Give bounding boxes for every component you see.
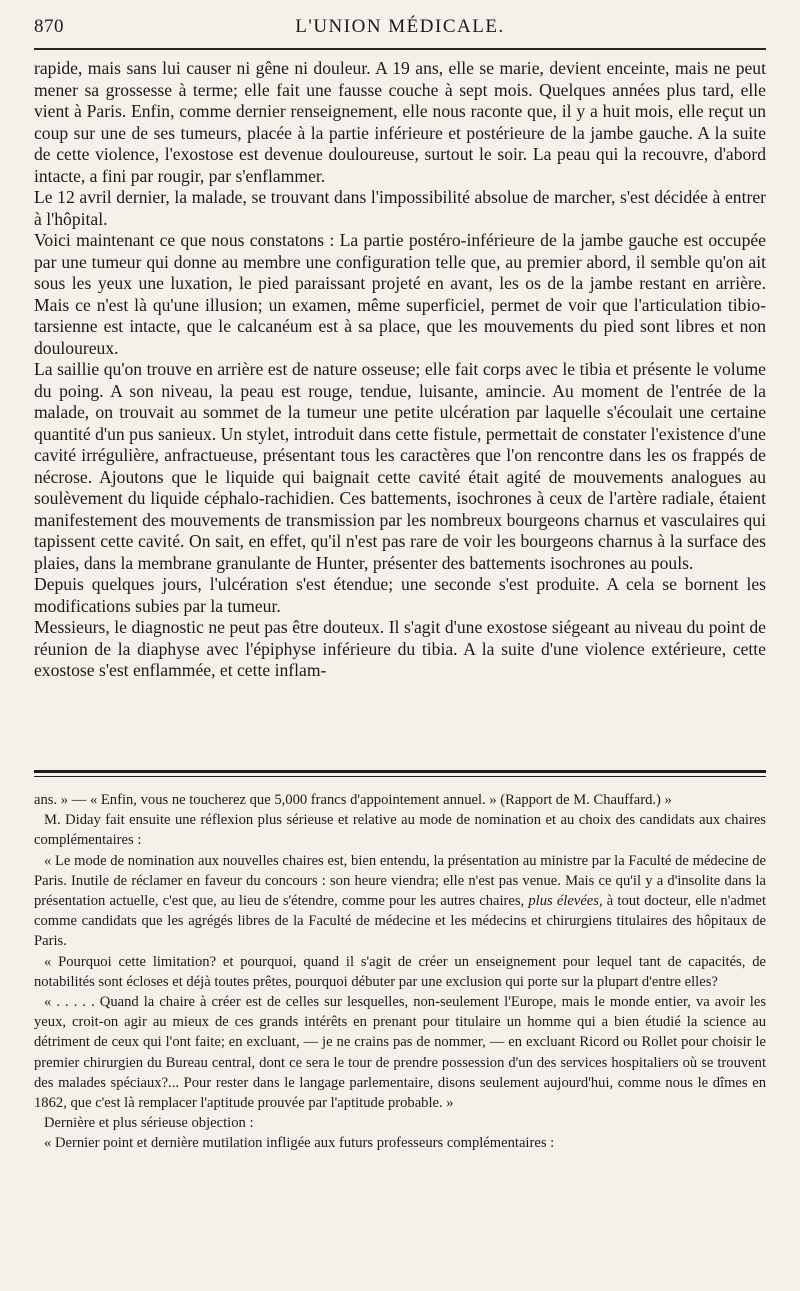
quote-text: « Le mode de nomination aux nouvelles chaires est, bien entendu, la présentation au ministre par la Faculté de médecine de Paris. Inutile de réclamer en faveur du concours : son heure viendra; elle n'est pas venue. Mais ce qu'il y a d'insolite dans la présentation actuelle, c'est que, au lieu de s'étendre, comme pour les autres chaires, (34, 852, 766, 910)
quote-text: à tout docteur, elle n'admet comme candidats que les agrégés libres de la Faculté de médecine et les médecins et chirurgiens titulaires des hôpitaux de Paris. (34, 893, 767, 950)
feuilleton-paragraph: ans. » — « Enfin, vous ne toucherez que 5,000 francs d'appointement annuel. » (Rapport de M. Chauffard.) » (34, 792, 672, 808)
paragraph: Voici maintenant ce que nous constatons : La partie postéro-inférieure de la jambe gauche est occupée par une tumeur qui donne au membre une configuration telle que, au premier abord, il semble qu'on ait sous les yeux une luxation, le pied paraissant projeté en avant, les os de la jambe restant en arrière. Mais ce n'est là qu'une illusion; un examen, même superficiel, permet de voir que l'articulation tibio-tarsienne est intacte, que le calcanéum est à sa place, que les mouvements du pied sont libres et non douloureux. (34, 230, 766, 358)
paragraph: rapide, mais sans lui causer ni gêne ni douleur. A 19 ans, elle se marie, devient enceinte, mais ne peut mener sa grossesse à terme; elle fait une fausse couche à sept mois. Quelques années plus tard, elle vient à Paris. Enfin, comme dernier renseignement, elle nous raconte que, il y a huit mois, elle reçut un coup sur une de ses tumeurs, placée à la partie inférieure et postérieure de la jambe gauche. A la suite de cette violence, l'exostose est devenue douloureuse, surtout le soir. La peau qui la recouvre, d'abord intacte, a fini par rougir, par s'enflammer. (34, 58, 766, 186)
header-rule (34, 48, 766, 50)
feuilleton-paragraph: « Dernier point et dernière mutilation infligée aux futurs professeurs complémentaires : (44, 1135, 555, 1152)
feuilleton-paragraph (34, 851, 766, 952)
article-body (34, 58, 766, 682)
feuilleton-body (34, 790, 766, 1154)
feuilleton-paragraph: « . . . . . Quand la chaire à créer est de celles sur lesquelles, non-seulement l'Europe, mais le monde entier, va avoir les yeux, croit-on agir au mieux de ces grands intérêts en prenant pour titulaire un homme qui a bien étudié la science au détriment de ceux qui l'ont faite; en excluant, — je ne crains pas de nommer, — en excluant Ricord ou Rollet pour choisir le premier chirurgien du Bureau central, dont ce sera le tour de prendre possession d'un des services hospitaliers où se trouvent des malades spéciaux?... Pour rester dans le langage parlementaire, disons seulement aujourd'hui, comme nous le dîmes en 1862, que c'est là remplacer l'aptitude prouvée par l'aptitude probable. » (34, 994, 766, 1112)
feuilleton-paragraph: Dernière et plus sérieuse objection : (44, 1115, 254, 1132)
paragraph: Le 12 avril dernier, la malade, se trouvant dans l'impossibilité absolue de marcher, s'est décidée à entrer à l'hôpital. (34, 187, 766, 229)
feuilleton-paragraph: M. Diday fait ensuite une réflexion plus sérieuse et relative au mode de nomination et au choix des candidats aux chaires complémentaires : (34, 812, 766, 849)
paragraph: Depuis quelques jours, l'ulcération s'est étendue; une seconde s'est produite. A cela se bornent les modifications subies par la tumeur. (34, 574, 766, 616)
feuilleton-separator-thin (34, 776, 766, 777)
italic-phrase: plus élevées, (528, 893, 603, 910)
feuilleton-paragraph: « Pourquoi cette limitation? et pourquoi, quand il s'agit de créer un enseignement pour lequel tant de capacités, de notabilités sont écloses et déjà toutes prêtes, pourquoi débuter par une exclusion qui porte sur la plupart d'entre elles? (34, 953, 766, 990)
page-number: 870 (34, 16, 64, 37)
running-title: L'UNION MÉDICALE. (295, 16, 505, 37)
paragraph: La saillie qu'on trouve en arrière est de nature osseuse; elle fait corps avec le tibia et présente le volume du poing. A son niveau, la peau est rouge, tendue, luisante, amincie. Au moment de l'entrée de la malade, on trouvait au sommet de la tumeur une petite ulcération par laquelle s'écoulait une certaine quantité d'un pus sanieux. Un stylet, introduit dans cette fistule, permettait de constater l'existence d'une cavité irrégulière, anfractueuse, présentant tous les caractères que l'on rencontre dans les os frappés de nécrose. Ajoutons que le liquide qui baignait cette cavité était agité de mouvements analogues au soulèvement du liquide céphalo-rachidien. Ces battements, isochrones à ceux de l'artère radiale, étaient manifestement des mouvements de transmission par les nombreux bourgeons charnus et vasculaires qui tapissent cette cavité. On sait, en effet, qu'il n'est pas rare de voir les bourgeons charnus à la surface des plaies, dans la membrane granulante de Hunter, présenter des battements isochrones au pouls. (34, 359, 766, 573)
feuilleton-separator-thick (34, 770, 766, 773)
paragraph: Messieurs, le diagnostic ne peut pas être douteux. Il s'agit d'une exostose siégeant au niveau du point de réunion de la diaphyse avec l'épiphyse inférieure du tibia. A la suite d'une violence extérieure, cette exostose s'est enflammée, et cette inflam- (34, 617, 766, 680)
page-header (26, 14, 774, 44)
